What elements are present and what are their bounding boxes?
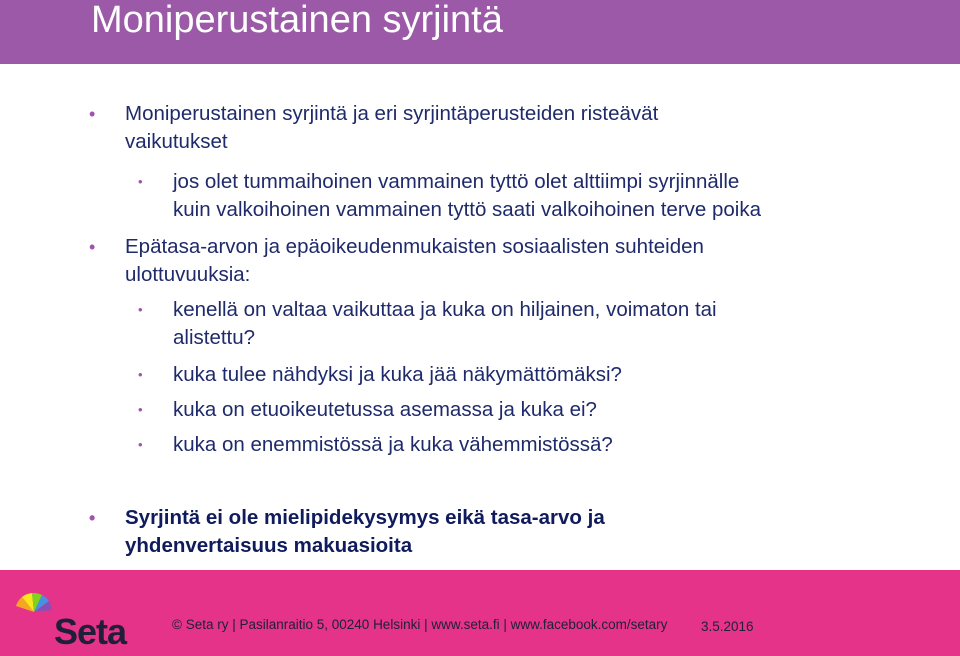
bullet-text-line: kenellä on valtaa vaikuttaa ja kuka on hiljainen, voimaton tai [173, 298, 717, 321]
sub-bullet-icon: • [138, 437, 143, 452]
logo-wordmark: Seta [54, 611, 127, 652]
bullet-text-line: kuin valkoihoinen vammainen tyttö saati valkoihoinen terve poika [173, 198, 762, 221]
bullet-text-line: alistettu? [173, 326, 256, 349]
bullet-text-line: Syrjintä ei ole mielipidekysymys eikä tasa-arvo ja [125, 506, 605, 529]
bullet-icon: • [89, 104, 96, 124]
bullet-text-line: ulottuvuuksia: [125, 263, 251, 286]
rainbow-logo-icon [14, 592, 54, 632]
bullet-text-line: vaikutukset [125, 130, 228, 153]
slide-content [0, 64, 960, 570]
bullet-text-line: kuka on enemmistössä ja kuka vähemmistössä? [173, 433, 613, 456]
bullet-icon: • [89, 237, 96, 257]
sub-bullet-icon: • [138, 367, 143, 382]
bullet-item-emphasis [89, 504, 605, 560]
sub-bullet-item [138, 431, 613, 459]
sub-bullet-item [138, 396, 597, 424]
bullet-text-line: Moniperustainen syrjintä ja eri syrjintäperusteiden risteävät [125, 102, 659, 125]
bullet-text-line: jos olet tummaihoinen vammainen tyttö olet alttiimpi syrjinnälle [173, 170, 740, 193]
sub-bullet-icon: • [138, 402, 143, 417]
bullet-text-line: kuka on etuoikeutetussa asemassa ja kuka ei? [173, 398, 597, 421]
footer-bar [0, 570, 960, 656]
sub-bullet-icon: • [138, 302, 143, 317]
sub-bullet-item [138, 168, 762, 224]
bullet-item [89, 100, 659, 156]
bullet-icon: • [89, 508, 96, 528]
sub-bullet-item [138, 296, 717, 352]
bullet-text-line: kuka tulee nähdyksi ja kuka jää näkymättömäksi? [173, 363, 622, 386]
bullet-text-line: Epätasa-arvon ja epäoikeudenmukaisten sosiaalisten suhteiden [125, 235, 704, 258]
footer-date: 3.5.2016 [701, 619, 754, 634]
bullet-item [89, 233, 704, 289]
page-title: Moniperustainen syrjintä [91, 0, 503, 41]
sub-bullet-icon: • [138, 174, 143, 189]
footer-contact-info: © Seta ry | Pasilanraitio 5, 00240 Helsinki | www.seta.fi | www.facebook.com/setary [172, 617, 668, 632]
seta-logo [14, 592, 127, 652]
bullet-text-line: yhdenvertaisuus makuasioita [125, 534, 413, 557]
title-bar [0, 0, 960, 64]
sub-bullet-item [138, 361, 622, 389]
